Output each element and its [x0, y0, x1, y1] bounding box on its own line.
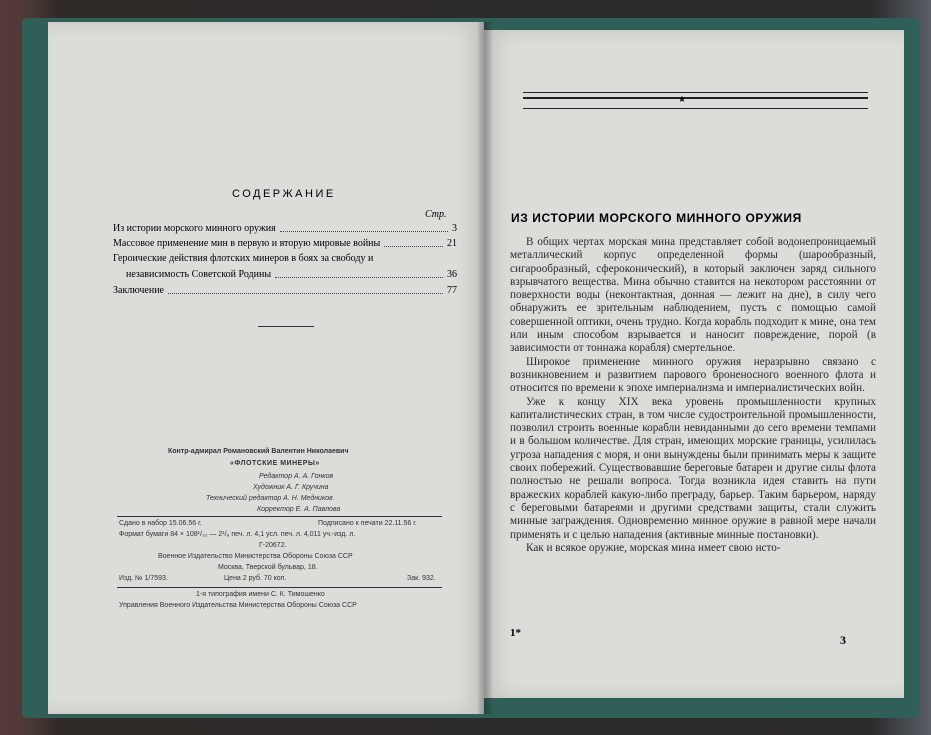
left-page: [48, 22, 484, 714]
toc-entry: [113, 237, 457, 251]
toc-entry-title: Из истории морского минного оружия: [113, 223, 276, 234]
imprint-publisher: Военное Издательство Министерства Обороны Союза ССР: [158, 553, 353, 560]
imprint-price: Цена 2 руб. 70 коп.: [224, 575, 287, 582]
toc-entry-page: 36: [447, 269, 457, 280]
header-rule: [523, 108, 868, 109]
toc-title: СОДЕРЖАНИЕ: [232, 188, 336, 200]
body-text: [510, 236, 876, 555]
chapter-title: ИЗ ИСТОРИИ МОРСКОГО МИННОГО ОРУЖИЯ: [511, 211, 802, 225]
imprint-signed: Подписано к печати 22.11.56 г.: [318, 520, 417, 527]
imprint-artist: Художник А. Г. Кручина: [253, 484, 329, 491]
imprint-address: Москва, Тверской бульвар, 18.: [218, 564, 318, 571]
toc-leader: [384, 237, 443, 247]
imprint-format: Формат бумаги 84 × 108¹/₃₂ — 2¹/₈ печ. л. 4,1 усл. печ. л. 4,011 уч.-изд. л.: [119, 531, 356, 538]
paragraph: В общих чертах морская мина представляет собой водонепроницаемый металлический корпус определенной формы (шарообразный, сигарообразный, сфероконический), в который заключен заряд сильного взрывчатого вещества. Мина обычно ставится на некотором расстоянии от поверхности воды (неконтактная, донная — лежит на дне), в силу чего обнаружить ее зрительным наблюдением, пусть с помощью самой совершенной оптики, очень трудно. Когда корабль подходит к мине, она тем или иным способом взрывается и наносит повреждение, порой (в зависимости от тоннажа корабля) смертельное.: [510, 236, 876, 355]
star-icon: ★: [678, 94, 687, 104]
toc-entry-continuation: [126, 268, 457, 282]
toc-entry-page: 3: [452, 223, 457, 234]
book-spine: [478, 22, 492, 714]
imprint-proofreader: Корректор Е. А. Павлова: [257, 506, 341, 513]
imprint-printer: 1-я типография имени С. К. Тимошенко: [196, 591, 325, 598]
paragraph: Широкое применение минного оружия неразрывно связано с возникновением и развитием парового броненосного военного флота и относится по времени к эпохе империализма и империалистических войн.: [510, 355, 876, 395]
imprint-typeset: Сдано в набор 15.06.56 г.: [119, 520, 202, 527]
imprint-author: Контр-адмирал Романовский Валентин Николаевич: [168, 448, 349, 455]
imprint-editor: Редактор А. А. Гонков: [259, 473, 334, 480]
imprint-code: Г-20672.: [259, 542, 287, 549]
toc-page-header: Стр.: [425, 209, 447, 220]
toc-entry: [113, 222, 457, 236]
paragraph: Уже к концу XIX века уровень промышленности крупных капиталистических стран, в том числе судостроительной промышленности, позволил строить военные корабли невиданными до сего времени темпами и в большом количестве. Для стран, имеющих морские границы, усилилась угроза нападения с моря, и они вынуждены были принимать меры к защите своих побережий. Существовавшие береговые батареи и другие силы флота полностью не решали вопроса. Тогда возникла идея ставить на пути вражеских кораблей какую-либо преграду, барьер. Таким барьером, наряду с береговыми батареями и другими средствами защиты, стали служить минные заграждения. Одновременно минное оружие в равной мере начали применять и с целью нападения (активные минные постановки).: [510, 395, 876, 541]
imprint-order-no: Зак. 932.: [407, 575, 436, 582]
toc-entry-page: 21: [447, 238, 457, 249]
toc-leader: [280, 222, 448, 232]
divider: [258, 326, 314, 327]
toc-entry-title: Заключение: [113, 285, 164, 296]
toc-leader: [275, 268, 443, 278]
signature-mark: 1*: [510, 627, 521, 639]
imprint-book-title: «ФЛОТСКИЕ МИНЕРЫ»: [230, 460, 320, 467]
toc-entry-title: Героические действия флотских минеров в боях за свободу и: [113, 253, 374, 264]
toc-entry-title-cont: независимость Советской Родины: [126, 269, 272, 280]
toc-leader: [168, 284, 443, 294]
toc-entry: [113, 252, 457, 266]
paragraph: Как и всякое оружие, морская мина имеет свою исто-: [526, 541, 781, 554]
toc-entry: [113, 284, 457, 298]
header-rule: [523, 97, 868, 99]
toc-entry-page: 77: [447, 285, 457, 296]
imprint-printer-dept: Управления Военного Издательства Министерства Обороны Союза ССР: [119, 602, 357, 609]
header-rule: [523, 92, 868, 93]
imprint-tech-editor: Технический редактор А. Н. Медников: [206, 495, 333, 502]
page-number: 3: [840, 633, 846, 647]
imprint-izd-no: Изд. № 1/7593.: [119, 575, 168, 582]
toc-entry-title: Массовое применение мин в первую и вторую мировые войны: [113, 238, 381, 249]
